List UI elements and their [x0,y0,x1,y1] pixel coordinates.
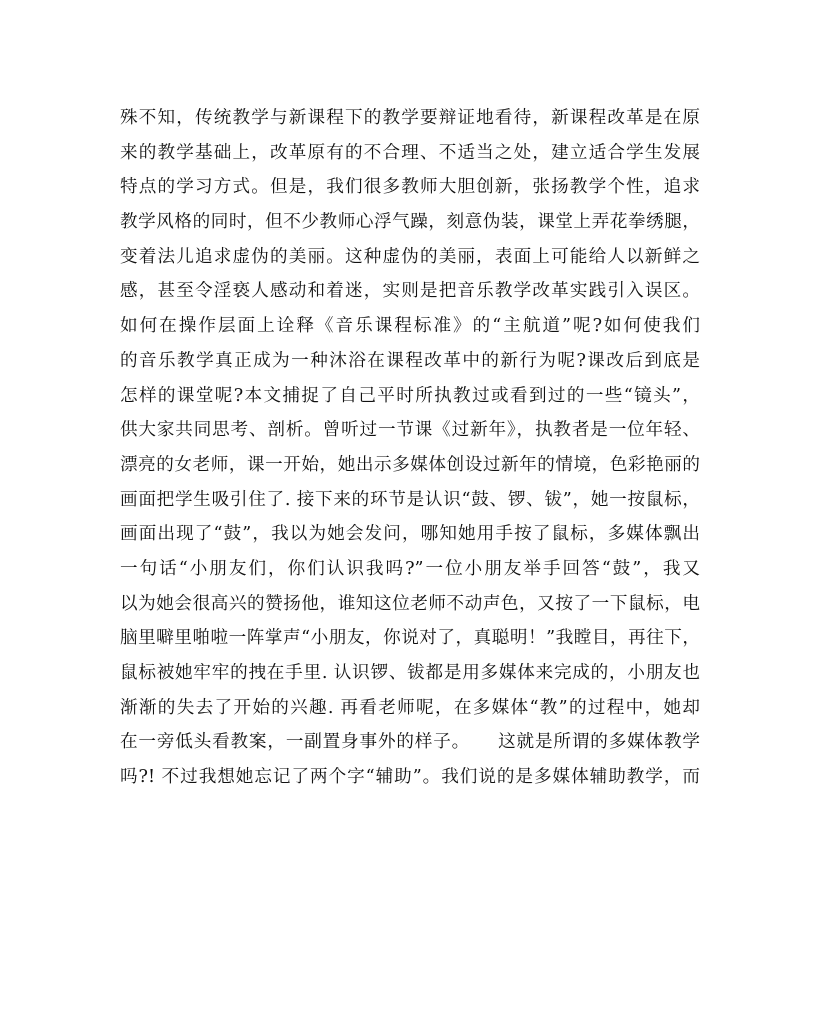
text-line: 变着法儿追求虚伪的美丽。这种虚伪的美丽，表面上可能给人以新鲜之 [120,246,700,267]
text-line: 渐渐的失去了开始的兴趣. 再看老师呢，在多媒体“教”的过程中，她却 [120,697,700,718]
text-line: 吗?! 不过我想她忘记了两个字“辅助”。我们说的是多媒体辅助教学，而 [120,767,700,788]
text-line: 如何在操作层面上诠释《音乐课程标准》的“主航道”呢?如何使我们 [120,316,700,337]
text-line: 特点的学习方式。但是，我们很多教师大胆创新，张扬教学个性，追求 [120,177,700,198]
text-line: 脑里噼里啪啦一阵掌声“小朋友，你说对了，真聪明！”我瞠目，再往下， [120,628,700,649]
text-line: 鼠标被她牢牢的拽在手里. 认识锣、钹都是用多媒体来完成的，小朋友也 [120,663,700,683]
text-line: 一句话“小朋友们，你们认识我吗?”一位小朋友举手回答“鼓”，我又 [120,558,700,579]
text-line: 的音乐教学真正成为一种沐浴在课程改革中的新行为呢?课改后到底是 [120,350,700,371]
text-line: 感，甚至令淫亵人感动和着迷，实则是把音乐教学改革实践引入误区。 [120,281,700,302]
text-line: 殊不知，传统教学与新课程下的教学要辩证地看待，新课程改革是在原 [120,108,700,128]
text-line: 教学风格的同时，但不少教师心浮气躁，刻意伪装，课堂上弄花拳绣腿， [120,212,700,233]
article-body [120,101,700,795]
text-line: 画面把学生吸引住了. 接下来的环节是认识“鼓、锣、钹”，她一按鼠标， [120,489,700,510]
text-line: 以为她会很高兴的赞扬他，谁知这位老师不动声色，又按了一下鼠标，电 [120,593,700,614]
text-line: 在一旁低头看教案，一副置身事外的样子。 这就是所谓的多媒体教学 [120,732,700,753]
text-line: 来的教学基础上，改革原有的不合理、不适当之处，建立适合学生发展 [120,142,700,163]
text-line: 供大家共同思考、剖析。曾听过一节课《过新年》，执教者是一位年轻、 [120,420,700,441]
text-line: 漂亮的女老师，课一开始，她出示多媒体创设过新年的情境，色彩艳丽的 [120,454,700,475]
text-line: 画面出现了“鼓”，我以为她会发问，哪知她用手按了鼠标，多媒体飘出 [120,524,700,545]
text-line: 怎样的课堂呢?本文捕捉了自己平时所执教过或看到过的一些“镜头”， [120,385,700,406]
